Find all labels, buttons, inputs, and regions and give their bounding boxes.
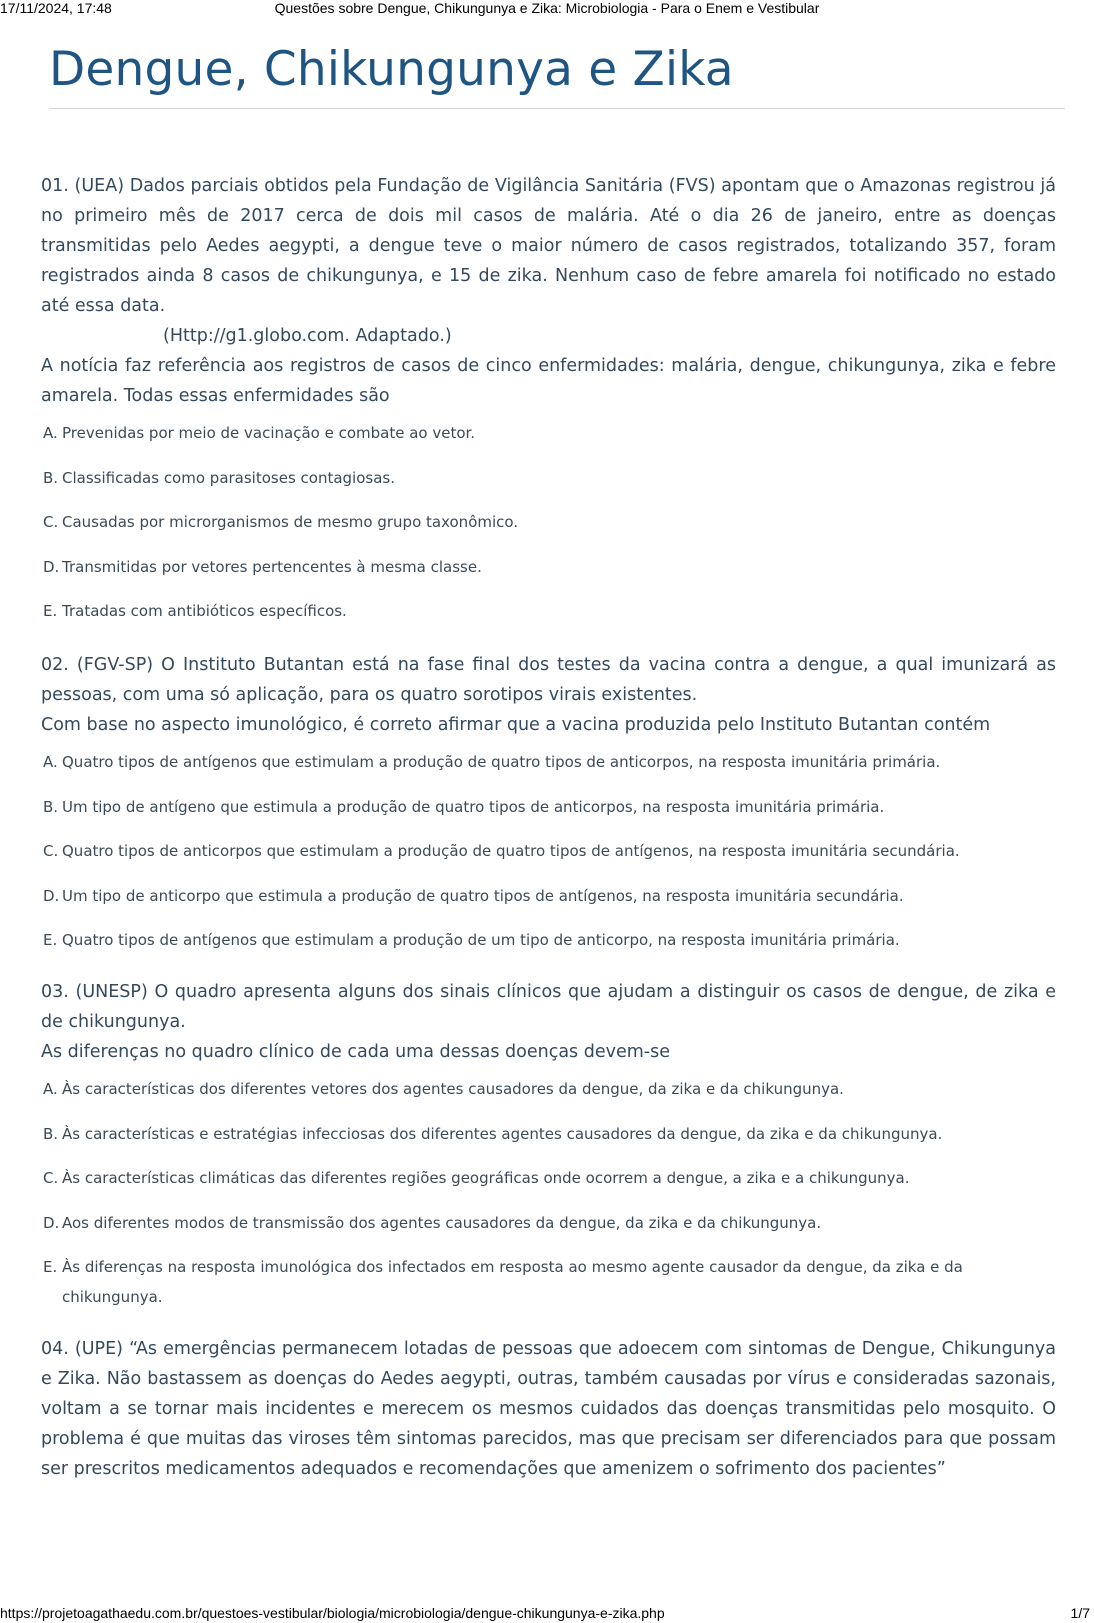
print-datetime: 17/11/2024, 17:48 (0, 0, 112, 16)
option-letter: E. (43, 1258, 58, 1276)
option-c[interactable] (41, 507, 1056, 537)
option-d[interactable] (41, 1208, 1056, 1238)
option-a[interactable] (41, 1074, 1056, 1104)
question-4-statement: 04. (UPE) “As emergências permanecem lotadas de pessoas que adoecem com sintomas de Dengue, Chikungunya e Zika. Não bastassem as doenças do Aedes aegypti, outras, também causadas por vírus e consideradas sazonais, voltam a se tornar mais incidentes e merecem os mesmos cuidados das doenças transmitidas pelo mosquito. O problema é que muitas das viroses têm sintomas parecidos, mas que precisam ser diferenciados para que possam ser prescritos medicamentos adequados e recomendações que amenizem o sofrimento dos pacientes” (41, 1339, 1056, 1479)
option-letter: D. (43, 557, 60, 576)
option-text: Um tipo de antígeno que estimula a produção de quatro tipos de anticorpos, na resposta imunitária primária. (62, 797, 885, 816)
question-1-statement: 01. (UEA) Dados parciais obtidos pela Fundação de Vigilância Sanitária (FVS) apontam que o Amazonas registrou já no primeiro mês de 2017 cerca de dois mil casos de malária. Até o dia 26 de janeiro, entre as doenças transmitidas pelo Aedes aegypti, a dengue teve o maior número de casos registrados, totalizando 357, foram registrados ainda 8 casos de chikungunya, e 15 de zika. Nenhum caso de febre amarela foi notificado no estado até essa data. (41, 176, 1056, 316)
option-letter: E. (43, 602, 58, 620)
option-letter: D. (43, 1213, 60, 1232)
option-text: Às características dos diferentes vetores dos agentes causadores da dengue, da zika e da chikungunya. (62, 1080, 844, 1098)
option-text: Às características e estratégias infecciosas dos diferentes agentes causadores da dengue, da zika e da chikungunya. (62, 1124, 943, 1143)
option-text: Quatro tipos de anticorpos que estimulam a produção de quatro tipos de antígenos, na resposta imunitária secundária. (62, 842, 960, 860)
option-letter: A. (43, 753, 58, 771)
print-document-title: Questões sobre Dengue, Chikungunya e Zika: Microbiologia - Para o Enem e Vestibular (274, 0, 820, 16)
print-url: https://projetoagathaedu.com.br/questoes-vestibular/biologia/microbiologia/dengue-chikungunya-e-zika.php (0, 1605, 665, 1621)
option-letter: A. (43, 1080, 58, 1098)
question-1-source: (Http://g1.globo.com. Adaptado.) (163, 326, 452, 346)
option-c[interactable] (41, 836, 1056, 866)
page-number: 1/7 (1070, 1605, 1090, 1621)
option-text: Às diferenças na resposta imunológica dos infectados em resposta ao mesmo agente causador da dengue, da zika e da chikungunya. (62, 1258, 963, 1306)
option-letter: B. (43, 1124, 59, 1143)
option-e[interactable] (41, 925, 1056, 955)
option-b[interactable] (41, 792, 1056, 822)
option-text: Aos diferentes modos de transmissão dos agentes causadores da dengue, da zika e da chikungunya. (62, 1213, 822, 1232)
title-divider (49, 108, 1065, 109)
page-title: Dengue, Chikungunya e Zika (49, 42, 734, 97)
option-text: Prevenidas por meio de vacinação e combate ao vetor. (62, 424, 476, 442)
option-a[interactable] (41, 418, 1056, 448)
option-letter: E. (43, 931, 58, 949)
question-3-prompt: As diferenças no quadro clínico de cada uma dessas doenças devem-se (41, 1042, 670, 1062)
option-text: Transmitidas por vetores pertencentes à mesma classe. (62, 557, 482, 576)
option-d[interactable] (41, 881, 1056, 911)
option-text: Causadas por microrganismos de mesmo grupo taxonômico. (62, 513, 519, 531)
option-letter: D. (43, 886, 60, 905)
question-1-prompt: A notícia faz referência aos registros de casos de cinco enfermidades: malária, dengue, chikungunya, zika e febre amarela. Todas essas enfermidades são (41, 356, 1056, 406)
question-2-prompt: Com base no aspecto imunológico, é correto afirmar que a vacina produzida pelo Instituto Butantan contém (41, 715, 991, 735)
option-text: Classificadas como parasitoses contagiosas. (62, 468, 395, 487)
option-d[interactable] (41, 552, 1056, 582)
option-b[interactable] (41, 1119, 1056, 1149)
question-2-options (41, 747, 1056, 955)
option-text: Quatro tipos de antígenos que estimulam a produção de quatro tipos de anticorpos, na resposta imunitária primária. (62, 753, 941, 771)
question-1-options (41, 418, 1056, 626)
option-a[interactable] (41, 747, 1056, 777)
print-header (0, 0, 1094, 18)
option-c[interactable] (41, 1163, 1056, 1193)
question-3-options (41, 1074, 1056, 1312)
option-text: Às características climáticas das diferentes regiões geográficas onde ocorrem a dengue, a zika e a chikungunya. (62, 1169, 910, 1187)
question-4 (41, 1334, 1056, 1484)
option-letter: C. (43, 842, 59, 860)
option-letter: B. (43, 468, 59, 487)
option-text: Tratadas com antibióticos específicos. (62, 602, 347, 620)
option-e[interactable] (41, 596, 1056, 626)
option-letter: B. (43, 797, 59, 816)
questions-list (41, 171, 1056, 1506)
question-1 (41, 171, 1056, 626)
question-3 (41, 977, 1056, 1312)
option-b[interactable] (41, 463, 1056, 493)
question-2-statement: 02. (FGV-SP) O Instituto Butantan está na fase final dos testes da vacina contra a dengue, a qual imunizará as pessoas, com uma só aplicação, para os quatro sorotipos virais existentes. (41, 655, 1056, 705)
option-text: Um tipo de anticorpo que estimula a produção de quatro tipos de antígenos, na resposta imunitária secundária. (62, 886, 904, 905)
option-letter: C. (43, 1169, 59, 1187)
option-e[interactable] (41, 1252, 1056, 1312)
question-3-statement: 03. (UNESP) O quadro apresenta alguns dos sinais clínicos que ajudam a distinguir os casos de dengue, de zika e de chikungunya. (41, 982, 1056, 1032)
option-letter: A. (43, 424, 58, 442)
option-letter: C. (43, 513, 59, 531)
print-footer (0, 1603, 1094, 1623)
question-2 (41, 650, 1056, 955)
option-text: Quatro tipos de antígenos que estimulam a produção de um tipo de anticorpo, na resposta imunitária primária. (62, 931, 900, 949)
